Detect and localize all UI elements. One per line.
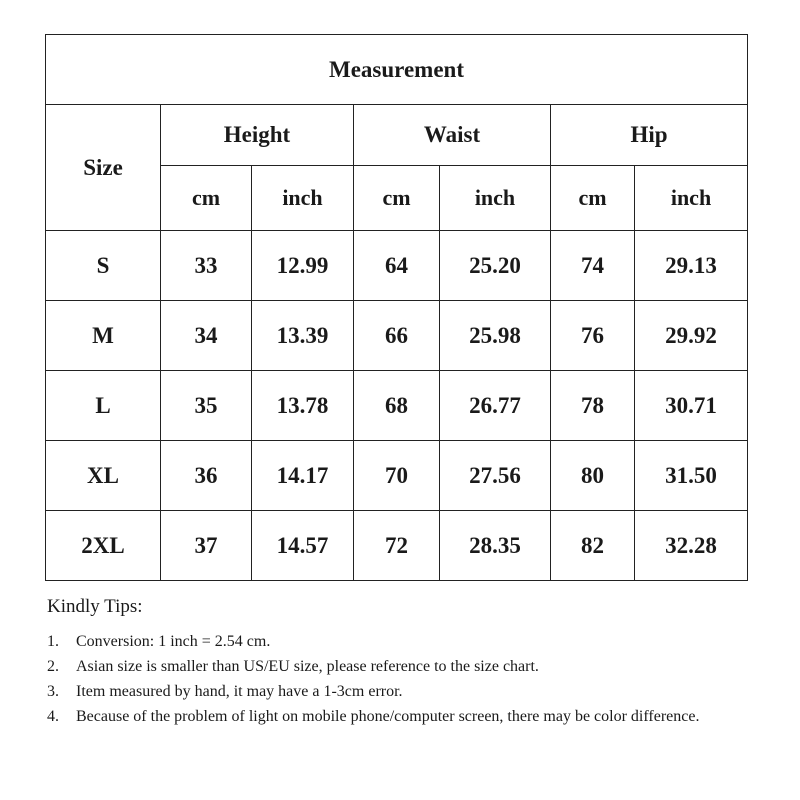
table-cell: 80 [551,441,635,511]
list-item [47,705,747,729]
height-group-header: Height [161,105,354,166]
table-cell: 14.57 [252,511,354,581]
group-header-row [46,105,748,166]
table-title: Measurement [46,35,748,105]
table-row [46,511,748,581]
title-row [46,35,748,105]
table-cell: 13.78 [252,371,354,441]
table-cell: 25.20 [440,231,551,301]
size-label: M [46,301,161,371]
table-cell: 32.28 [635,511,748,581]
table-cell: 27.56 [440,441,551,511]
tips-title: Kindly Tips: [47,596,143,617]
unit-header: inch [440,166,551,231]
table-cell: 37 [161,511,252,581]
size-label: 2XL [46,511,161,581]
table-cell: 29.13 [635,231,748,301]
tip-number: 2. [47,658,59,675]
table-cell: 74 [551,231,635,301]
table-cell: 33 [161,231,252,301]
unit-header: inch [635,166,748,231]
table-cell: 36 [161,441,252,511]
table-cell: 26.77 [440,371,551,441]
size-label: L [46,371,161,441]
table-row [46,231,748,301]
list-item [47,630,747,654]
kindly-tips-section [47,596,747,730]
table-cell: 25.98 [440,301,551,371]
unit-header: cm [354,166,440,231]
table-cell: 31.50 [635,441,748,511]
table-cell: 34 [161,301,252,371]
table-cell: 66 [354,301,440,371]
table-cell: 72 [354,511,440,581]
tip-text: Asian size is smaller than US/EU size, please reference to the size chart. [76,658,539,675]
unit-header: inch [252,166,354,231]
table-cell: 35 [161,371,252,441]
tip-number: 1. [47,633,59,650]
size-chart-table [45,34,748,581]
table-cell: 78 [551,371,635,441]
table-cell: 30.71 [635,371,748,441]
tip-number: 3. [47,683,59,700]
table-cell: 28.35 [440,511,551,581]
unit-header: cm [161,166,252,231]
size-column-header: Size [46,105,161,231]
table-cell: 68 [354,371,440,441]
hip-group-header: Hip [551,105,748,166]
table-row [46,441,748,511]
list-item [47,655,747,679]
table-cell: 14.17 [252,441,354,511]
table-cell: 12.99 [252,231,354,301]
table-row [46,371,748,441]
table-cell: 70 [354,441,440,511]
tip-number: 4. [47,708,59,725]
table-cell: 82 [551,511,635,581]
size-label: XL [46,441,161,511]
table-cell: 13.39 [252,301,354,371]
tip-text: Conversion: 1 inch = 2.54 cm. [76,633,271,650]
unit-header: cm [551,166,635,231]
table-row [46,301,748,371]
list-item [47,680,747,704]
table-cell: 29.92 [635,301,748,371]
table-cell: 76 [551,301,635,371]
tip-text: Item measured by hand, it may have a 1-3cm error. [76,683,403,700]
table-cell: 64 [354,231,440,301]
waist-group-header: Waist [354,105,551,166]
size-label: S [46,231,161,301]
tips-list [47,630,747,729]
tip-text: Because of the problem of light on mobile phone/computer screen, there may be color difference. [76,708,700,725]
